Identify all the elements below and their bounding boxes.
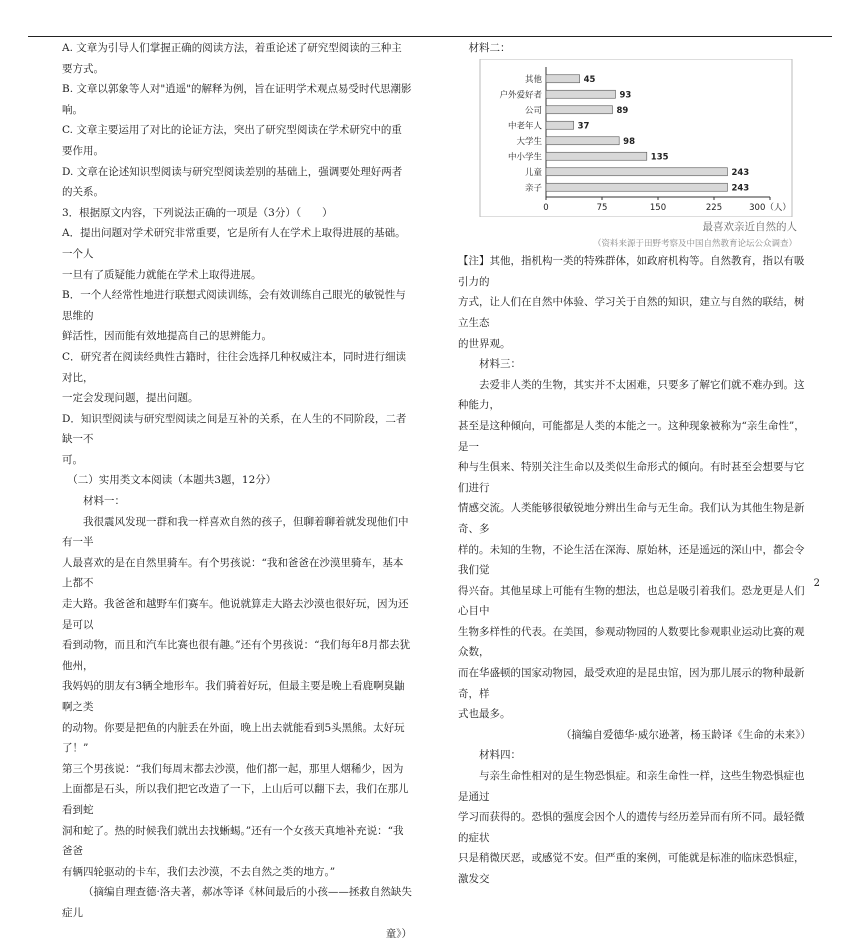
m1-line: 的动物。你要是把鱼的内脏丢在外面，晚上出去就能看到5头黑熊。太好玩了！”: [62, 721, 405, 755]
m4-line: 学习而获得的。恐惧的强度会因个人的遗传与经历差异而有所不同。最轻微的症状: [458, 811, 805, 844]
category-label: 户外爱好者: [499, 89, 542, 100]
bar-value-label: 37: [577, 120, 590, 131]
bar-chart: [458, 59, 811, 217]
m3-line: 情感交流。人类能够很敏锐地分辨出生命与无生命。我们认为其他生物是新奇、多: [458, 502, 805, 535]
bar-value-label: 45: [583, 74, 596, 85]
x-tick-label: 150: [649, 202, 667, 213]
bar: [546, 136, 619, 144]
m1-line: 我很震风发现一群和我一样喜欢自然的孩子，但聊着聊着就发现他们中有一半: [62, 515, 409, 549]
q2-option-c: C. 文章主要运用了对比的论证方法，突出了研究型阅读在学术研究中的重要作用。: [62, 124, 402, 157]
material-2-label: 材料二：: [468, 42, 511, 54]
m3-line: 去爱非人类的生物，其实并不太困难，只要多了解它们就不难办到。这种能力，: [458, 378, 805, 412]
material-3-label: 材料三：: [479, 358, 521, 371]
q3-stem: 3．根据原文内容，下列说法正确的一项是（3分）（ ）: [62, 206, 333, 219]
m1-line: 第三个男孩说：“我们每周末都去沙漠，他们都一起，那里人烟稀少，因为: [62, 762, 404, 775]
left-column: [62, 38, 412, 944]
category-label: 大学生: [516, 136, 542, 147]
m3-line: 得兴奋。其他星球上可能有生物的想法，也总是吸引着我们。恐龙更是人们心目中: [458, 584, 805, 618]
chart-caption: 最喜欢亲近自然的人: [702, 220, 797, 233]
material-1-label: 材料一：: [83, 495, 125, 508]
bar: [546, 74, 580, 82]
category-label: 亲子: [524, 182, 542, 193]
m3-line: 而在华盛顿的国家动物园，最受欢迎的是昆虫馆，因为那儿展示的物种最新奇，样: [458, 667, 805, 700]
bar-value-label: 93: [619, 89, 632, 100]
bar-value-label: 135: [650, 151, 669, 162]
note-line: 方式，让人们在自然中体验、学习关于自然的知识，建立与自然的联结，树立生态: [458, 296, 805, 329]
page-number: 2: [813, 578, 820, 589]
x-tick-label: 0: [543, 202, 549, 213]
bar-value-label: 243: [731, 182, 750, 193]
material-4-label: 材料四：: [479, 749, 521, 762]
category-label: 中小学生: [507, 151, 542, 162]
m1-line: 看到动物，而且和汽车比赛也很有趣。”还有个男孩说：“我们每年8月都去犹他州，: [62, 639, 411, 672]
section-title: （二）实用类文本阅读（本题共3题，12分）: [67, 474, 277, 487]
bar-value-label: 89: [616, 105, 629, 116]
x-tick-label: 75: [596, 202, 608, 213]
q3-option-d-line2: 可。: [62, 453, 83, 466]
category-label: 中老年人: [507, 120, 542, 131]
bar: [546, 121, 574, 129]
q2-option-d: D. 文章在论述知识型阅读与研究型阅读差别的基础上，强调要处理好两者的关系。: [62, 165, 403, 199]
q2-option-a: A. 文章为引导人们掌握正确的阅读方法，着重论述了研究型阅读的三种主要方式。: [62, 42, 402, 75]
bar: [546, 183, 727, 191]
m1-source-end: 童》）: [385, 927, 412, 940]
q3-option-b-line2: 鲜活性，因而能有效地提高自己的思辨能力。: [62, 330, 272, 343]
chart-note: （资料来源于田野考察及中国自然教育论坛公众调查）: [592, 239, 797, 250]
category-label: 其他: [524, 74, 542, 85]
m1-line: 我妈妈的朋友有3辆全地形车。我们骑着好玩，但最主要是晚上看鹿啊臭鼬啊之类: [62, 680, 405, 713]
category-label: 儿童: [524, 167, 542, 178]
bar-value-label: 98: [623, 136, 636, 147]
x-tick-label: 225: [705, 202, 723, 213]
m1-line: 上面都是石头，所以我们把它改造了一下，上山后可以翻下去，我们在那儿看到蛇: [62, 783, 409, 816]
note-line: 【注】其他，指机构一类的特殊群体，如政府机构等。自然教育，指以有吸引力的: [458, 255, 805, 288]
m1-line: 人最喜欢的是在自然里骑车。有个男孩说：“我和爸爸在沙漠里骑车，基本上都不: [62, 556, 404, 590]
bar-chart-svg: [458, 59, 811, 217]
q3-option-d-line1: D．知识型阅读与研究型阅读之间是互补的关系，在人生的不同阶段，二者缺一不: [62, 412, 407, 446]
m4-line: 与亲生命性相对的是生物恐惧症。和亲生命性一样，这些生物恐惧症也是通过: [458, 770, 805, 803]
bar: [546, 105, 612, 113]
q3-option-c-line1: C．研究者在阅读经典性古籍时，往往会选择几种权威注本，同时进行细读对比，: [62, 350, 407, 384]
bar: [546, 90, 615, 98]
bar: [546, 167, 727, 175]
q2-option-b: B. 文章以郭象等人对"逍遥"的解释为例，旨在证明学术观点易受时代思潮影响。: [62, 83, 412, 116]
q3-option-c-line2: 一定会发现问题，提出问题。: [62, 392, 199, 405]
m1-source: （摘编自理查德·洛夫著，郝冰等译《林间最后的小孩——拯救自然缺失症儿: [62, 886, 412, 919]
note-line: 的世界观。: [458, 337, 511, 350]
right-column: [458, 38, 811, 890]
m3-line: 式也最多。: [458, 708, 511, 721]
top-rule: [28, 36, 832, 37]
m3-source: （摘编自爱德华·威尔逊著，杨玉龄译《生命的未来》）: [560, 728, 811, 741]
m1-line: 有辆四轮驱动的卡车，我们去沙漠，不去自然之类的地方。”: [62, 865, 336, 878]
m3-line: 甚至是这种倾向，可能都是人类的本能之一。这种现象被称为“亲生命性”，是一: [458, 419, 805, 453]
m4-line: 只是稍微厌恶，或感觉不安。但严重的案例，可能就是标准的临床恐惧症，激发交: [458, 852, 805, 885]
m1-line: 洞和蛇了。热的时候我们就出去找蜥蜴。”还有一个女孩天真地补充说：“我爸爸: [62, 824, 404, 858]
bar-value-label: 243: [731, 167, 750, 178]
m1-line: 走大路。我爸爸和越野车们赛车。他说就算走大路去沙漠也很好玩，因为还是可以: [62, 598, 409, 631]
category-label: 公司: [524, 105, 542, 116]
m3-line: 种与生俱来、特别关注生命以及类似生命形式的倾向。有时甚至会想要与它们进行: [458, 461, 805, 494]
q3-option-b-line1: B．一个人经常性地进行联想式阅读训练，会有效训练自己眼光的敏锐性与思维的: [62, 289, 406, 322]
bar: [546, 152, 647, 160]
q3-option-a-line1: A．提出问题对学术研究非常重要，它是所有人在学术上取得进展的基础。一个人: [62, 227, 406, 260]
m3-line: 样的。未知的生物，不论生活在深海、原始林，还是遥远的深山中，都会令我们觉: [458, 543, 805, 577]
x-tick-label: 300（人）: [749, 202, 791, 213]
q3-option-a-line2: 一旦有了质疑能力就能在学术上取得进展。: [62, 268, 262, 281]
m3-line: 生物多样性的代表。在美国，参观动物园的人数要比参观职业运动比赛的观众数，: [458, 625, 805, 659]
